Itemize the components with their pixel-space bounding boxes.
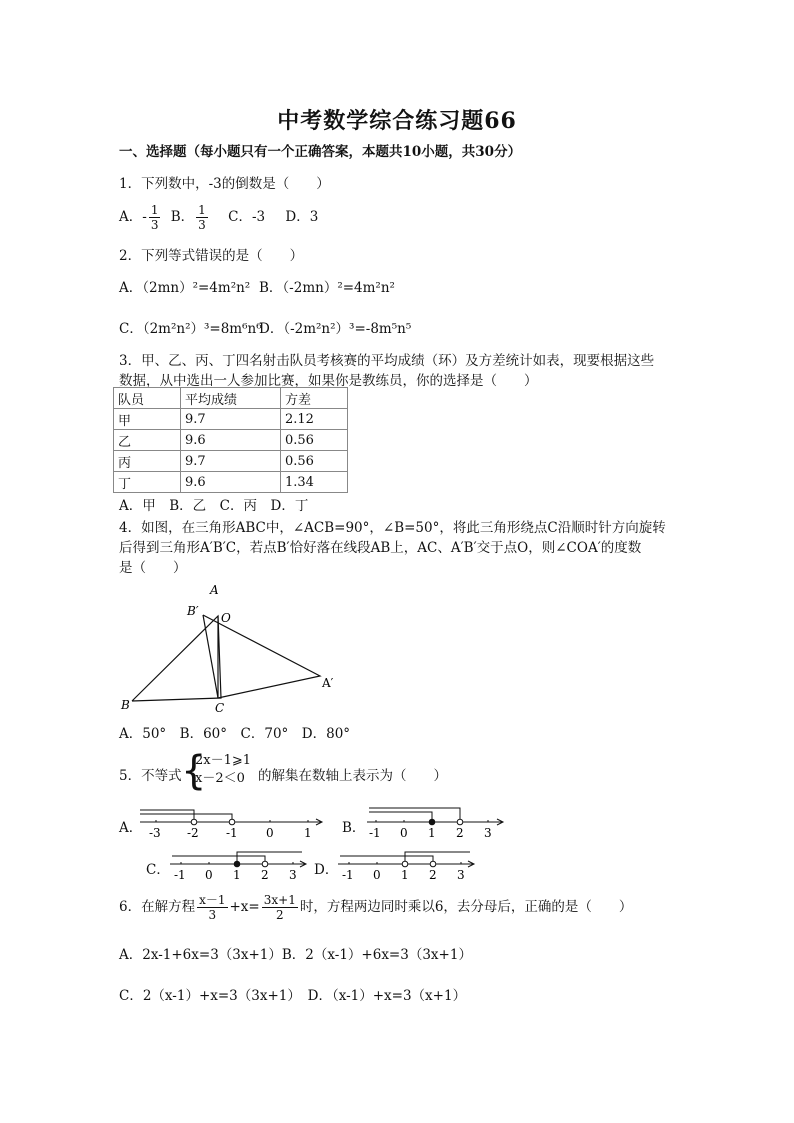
solution-ray (140, 814, 232, 822)
closed-point (429, 819, 435, 825)
number-line-b (363, 800, 509, 842)
table-row (114, 430, 348, 451)
tick-label: -3 (149, 826, 161, 840)
tick-label: 1 (401, 868, 409, 882)
system-brace: { (181, 748, 207, 794)
q2-opt-c: C．（2m²n²）³=8m⁶n⁶ (119, 321, 262, 337)
tick-label: 1 (304, 826, 312, 840)
label-b: B (121, 698, 130, 712)
q6-frac2-num: 3x+1 (263, 893, 296, 907)
triangle-abc (132, 616, 221, 701)
tick-label: 2 (456, 826, 464, 840)
q5-label-a: A． (119, 820, 143, 836)
open-point (262, 861, 268, 867)
q4-stem-line1: 4．如图，在三角形ABC中，∠ACB=90°，∠B=50°，将此三角形绕点C沿顺时针方向旋转 (119, 520, 666, 536)
q1-opt-c: C．-3 (228, 209, 266, 225)
q4-stem-line2: 后得到三角形A′B′C，若点B′恰好落在线段AB上，AC、A′B′交于点O，则∠COA′的度数 (119, 540, 642, 556)
q2-opt-b: B．（-2mn）²=4m²n² (259, 280, 395, 296)
tick-label: 3 (484, 826, 492, 840)
q1-opt-b-num: 1 (198, 203, 206, 217)
q1-stem: 1．下列数中，-3的倒数是（ ） (119, 176, 330, 192)
q3-options: A．甲 B．乙 C．丙 D．丁 (119, 498, 309, 514)
open-point (229, 819, 235, 825)
table-header-cell: 平均成绩 (181, 388, 281, 409)
q3-stem-line2: 数据，从中选出一人参加比赛，如果你是教练员，你的选择是（ ） (119, 373, 538, 389)
inequality-1: 2x－1⩾1 (195, 753, 252, 768)
label-c: C (215, 701, 225, 715)
tick-label: 0 (373, 868, 381, 882)
table-cell: 丙 (114, 451, 181, 472)
tick-label: 0 (400, 826, 408, 840)
section-header: 一、选择题（每小题只有一个正确答案，本题共10小题，共30分） (119, 144, 522, 160)
tick-label: 3 (289, 868, 297, 882)
solution-ray (369, 812, 432, 822)
q5-label-c: C． (146, 862, 170, 878)
tick-label: 1 (233, 868, 241, 882)
tick-label: -2 (187, 826, 199, 840)
table-cell: 甲 (114, 409, 181, 430)
q2-stem: 2．下列等式错误的是（ ） (119, 248, 304, 264)
label-a-prime: A′ (322, 676, 334, 690)
open-point (191, 819, 197, 825)
q1-options (119, 204, 318, 231)
q1-opt-b-label: B． (170, 209, 195, 225)
table-cell: 乙 (114, 430, 181, 451)
q5-label-d: D． (314, 862, 339, 878)
q5-stem-suffix: 的解集在数轴上表示为（ ） (258, 768, 447, 784)
table-header-cell: 队员 (114, 388, 181, 409)
table-row (114, 472, 348, 493)
number-line-d (334, 842, 480, 884)
q6-opt-ab: A．2x-1+6x=3（3x+1）B．2（x-1）+6x=3（3x+1） (119, 947, 472, 963)
stats-table (113, 387, 348, 493)
table-cell: 9.6 (181, 472, 281, 493)
table-row (114, 451, 348, 472)
tick-label: -1 (369, 826, 381, 840)
q6-stem-prefix: 6．在解方程 (119, 899, 196, 915)
solution-ray (369, 808, 460, 822)
solution-ray (405, 852, 470, 864)
table-cell: 9.7 (181, 409, 281, 430)
q6-opt-cd: C．2（x-1）+x=3（3x+1） D．（x-1）+x=3（x+1） (119, 988, 467, 1004)
table-cell: 0.56 (281, 430, 348, 451)
number-line-c (166, 842, 312, 884)
table-cell: 1.34 (281, 472, 348, 493)
q6-plus-x: +x= (229, 899, 260, 915)
table-cell: 丁 (114, 472, 181, 493)
solution-ray (172, 856, 265, 864)
q2-opt-a: A．（2mn）²=4m²n² (119, 280, 251, 296)
solution-ray (340, 856, 433, 864)
number-line-a (136, 800, 330, 842)
q6-frac1-den: 3 (208, 908, 217, 922)
q6-fraction-2 (262, 894, 298, 921)
q1-opt-d: D．3 (285, 209, 319, 225)
q6-stem (119, 894, 632, 921)
q1-opt-b-den: 3 (198, 218, 206, 232)
label-b-prime: B′ (187, 604, 199, 618)
q3-stem-line1: 3．甲、乙、丙、丁四名射击队员考核赛的平均成绩（环）及方差统计如表，现要根据这些 (119, 353, 655, 369)
q6-fraction-1 (197, 894, 227, 921)
page-title: 中考数学综合练习题66 (277, 108, 517, 134)
label-o: O (221, 611, 231, 625)
tick-label: -1 (342, 868, 354, 882)
tick-label: 2 (429, 868, 437, 882)
q5-label-b: B． (342, 820, 366, 836)
open-point (430, 861, 436, 867)
open-point (402, 861, 408, 867)
q1-opt-a-den: 3 (150, 218, 159, 232)
tick-label: -1 (174, 868, 186, 882)
solution-ray (237, 852, 302, 864)
q5-stem-prefix: 5．不等式 (119, 768, 182, 784)
tick-label: 0 (266, 826, 274, 840)
q6-stem-suffix: 时，方程两边同时乘以6，去分母后，正确的是（ ） (299, 899, 633, 915)
q4-stem-line3: 是（ ） (119, 560, 187, 576)
solution-ray (140, 810, 194, 822)
table-header-cell: 方差 (281, 388, 348, 409)
q4-options: A．50° B．60° C．70° D．80° (119, 726, 351, 742)
table-cell: 9.6 (181, 430, 281, 451)
q2-opt-d: D．（-2m²n²）³=-8m⁵n⁵ (259, 321, 412, 337)
tick-label: -1 (226, 826, 238, 840)
open-point (457, 819, 463, 825)
segment-b-prime-c (203, 615, 218, 698)
q1-opt-b-fraction (196, 204, 208, 231)
triangle-figure (115, 580, 345, 720)
q1-opt-a-num: 1 (150, 203, 159, 217)
tick-label: 1 (428, 826, 436, 840)
table-header-row (114, 388, 348, 409)
q1-opt-a-label: A．- (119, 209, 147, 225)
tick-label: 0 (205, 868, 213, 882)
inequality-2: x－2＜0 (195, 771, 245, 786)
tick-label: 2 (261, 868, 269, 882)
tick-label: 3 (457, 868, 465, 882)
inequality-system (195, 752, 251, 788)
table-cell: 2.12 (281, 409, 348, 430)
label-a: A (210, 583, 219, 597)
closed-point (234, 861, 240, 867)
q6-frac1-num: x－1 (199, 893, 226, 907)
table-row (114, 409, 348, 430)
q6-frac2-den: 2 (275, 908, 284, 922)
q1-opt-a-fraction (149, 204, 161, 231)
table-cell: 0.56 (281, 451, 348, 472)
table-cell: 9.7 (181, 451, 281, 472)
